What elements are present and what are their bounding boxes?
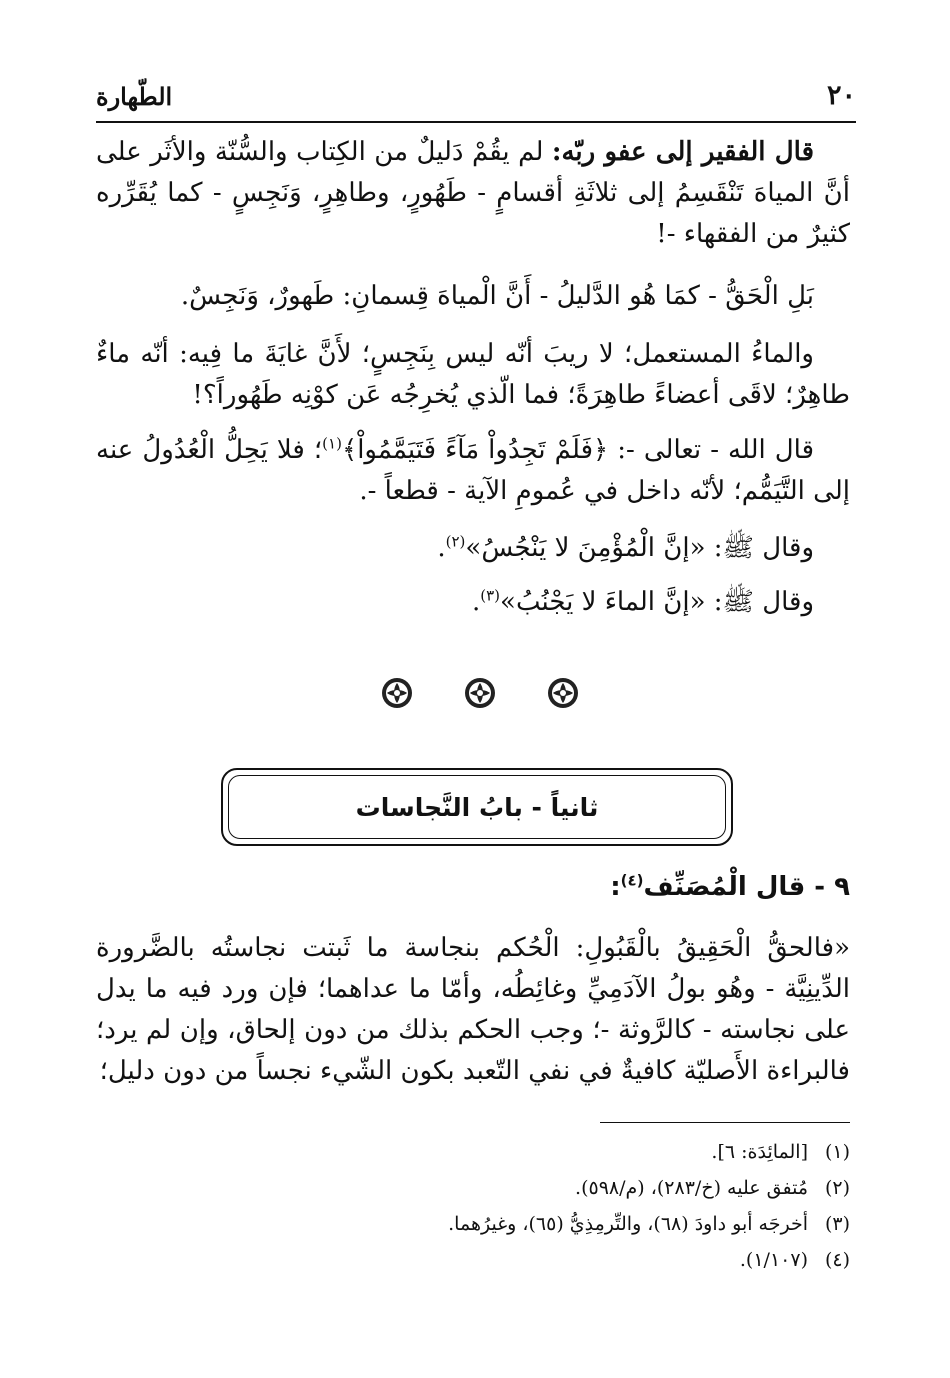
- paragraph-author-statement: [96, 132, 850, 255]
- header-divider: [96, 121, 856, 123]
- hadith-end: .: [471, 587, 481, 617]
- section-title-colon: :: [610, 872, 621, 902]
- footnote-number: (٢): [824, 1177, 850, 1199]
- floral-ornament-icon: [463, 676, 497, 710]
- footnote-item: [90, 1206, 850, 1242]
- footnote-ref-3: (٣): [480, 586, 501, 605]
- floral-ornament-icon: [546, 676, 580, 710]
- paragraph-hadith-believer: [96, 528, 850, 569]
- footnote-text: [المائِدَة: ٦].: [711, 1141, 808, 1163]
- footnote-number: (٣): [824, 1213, 850, 1235]
- paragraph-quran-verse: [96, 430, 850, 512]
- paragraph-hadith-water: [96, 582, 850, 623]
- paragraph-lead: قال الفقير إلى عفو ربّه:: [551, 137, 815, 167]
- hadith-end: .: [437, 533, 446, 563]
- page-number: ٢٠: [826, 80, 856, 111]
- floral-ornament-icon: [380, 676, 414, 710]
- footnotes: [90, 1134, 850, 1278]
- footnote-divider: [600, 1122, 850, 1123]
- section-title-text: ٩ - قال الْمُصَنِّف: [643, 872, 850, 902]
- chapter-heading-frame: [221, 768, 733, 846]
- running-title: الطّهارة: [96, 82, 173, 111]
- page-header: [96, 78, 856, 122]
- footnote-number: (٤): [824, 1249, 850, 1271]
- footnote-item: [90, 1242, 850, 1278]
- chapter-heading: ثانياً - بابُ النَّجاسات: [355, 792, 599, 822]
- paragraph-used-water: والماءُ المستعمل؛ لا ريبَ أنّه ليس بِنَجِسٍ؛ لأَنَّ غايَةَ ما فِيه: أنّه ماءٌ طاهِرٌ؛ لاقَى أعضاءً طاهِرَةً؛ فما الّذي يُخرِجُه عَن كوْنِه طَهُوراً؟!: [96, 339, 850, 410]
- footnote-item: [90, 1170, 850, 1206]
- section-ornaments: [380, 676, 580, 716]
- verse-text: قال الله - تعالى -: ﴿فَلَمْ تَجِدُواْ مَآءً فَتَيَمَّمُواْ﴾: [341, 435, 815, 465]
- footnote-ref-2: (٢): [445, 532, 466, 551]
- author-quote: «فالحقُّ الْحَقِيقُ بالْقَبُولِ: الْحُكم بنجاسة ما ثَبتت نجاستُه بالضَّرورة الدِّينِيَّة - وهُو بولُ الآدَمِيِّ وغائِطُه، وأمّا ما عداهما؛ فإن ورد فيه ما يدل على نجاسته - كالرَّوثة -؛ وجب الحكم بذلك من دون إلحاق، وإن لم يرد؛ فالبراءة الأَصليّة كافيةٌ في نفي التّعبد بكون الشّيء نجساً من دون دليل؛: [96, 933, 850, 1086]
- paragraph-truth: بَلِ الْحَقُّ - كمَا هُو الدَّليلُ - أَنَّ الْمياهَ قِسمانِ: طَهورٌ، وَنَجِسٌ.: [180, 281, 814, 311]
- footnote-text: (١/١٠٧).: [739, 1249, 808, 1271]
- footnote-number: (١): [824, 1141, 850, 1163]
- footnote-ref-4: (٤): [620, 871, 644, 890]
- chapter-heading-inner-frame: [228, 775, 726, 839]
- section-title: [610, 872, 850, 902]
- verse-continuation: ؛ فلا يَحِلُّ الْعُدُولُ عنه إلى التَّيَمُّم؛ لأنّه داخل في عُمومِ الآية - قطعاً -.: [96, 435, 850, 506]
- hadith-text: وقال ﷺ: «إنَّ الماءَ لا يَجْنُبُ»: [500, 587, 814, 617]
- footnote-text: أخرجَه أبو داودَ (٦٨)، والتِّرمِذِيُّ (٦٥)، وغيرُهما.: [448, 1213, 808, 1235]
- footnote-item: [90, 1134, 850, 1170]
- footnote-ref-1: (١): [322, 434, 342, 453]
- paragraph-text: لم يقُمْ دَليلٌ من الكِتاب والسُّنّة والأثَر على أنَّ المياهَ تَنْقَسِمُ إلى ثلاثَةِ أقسامٍ - طَهُورٍ، وطاهِرٍ، وَنَجِسٍ - كما يُقَرِّره كثيرٌ من الفقهاء -!: [96, 137, 850, 249]
- hadith-text: وقال ﷺ: «إنَّ الْمُؤْمِنَ لا يَنْجُسُ»: [465, 533, 814, 563]
- footnote-text: مُتفق عليه (خ/٢٨٣)، (م/٥٩٨).: [575, 1177, 808, 1199]
